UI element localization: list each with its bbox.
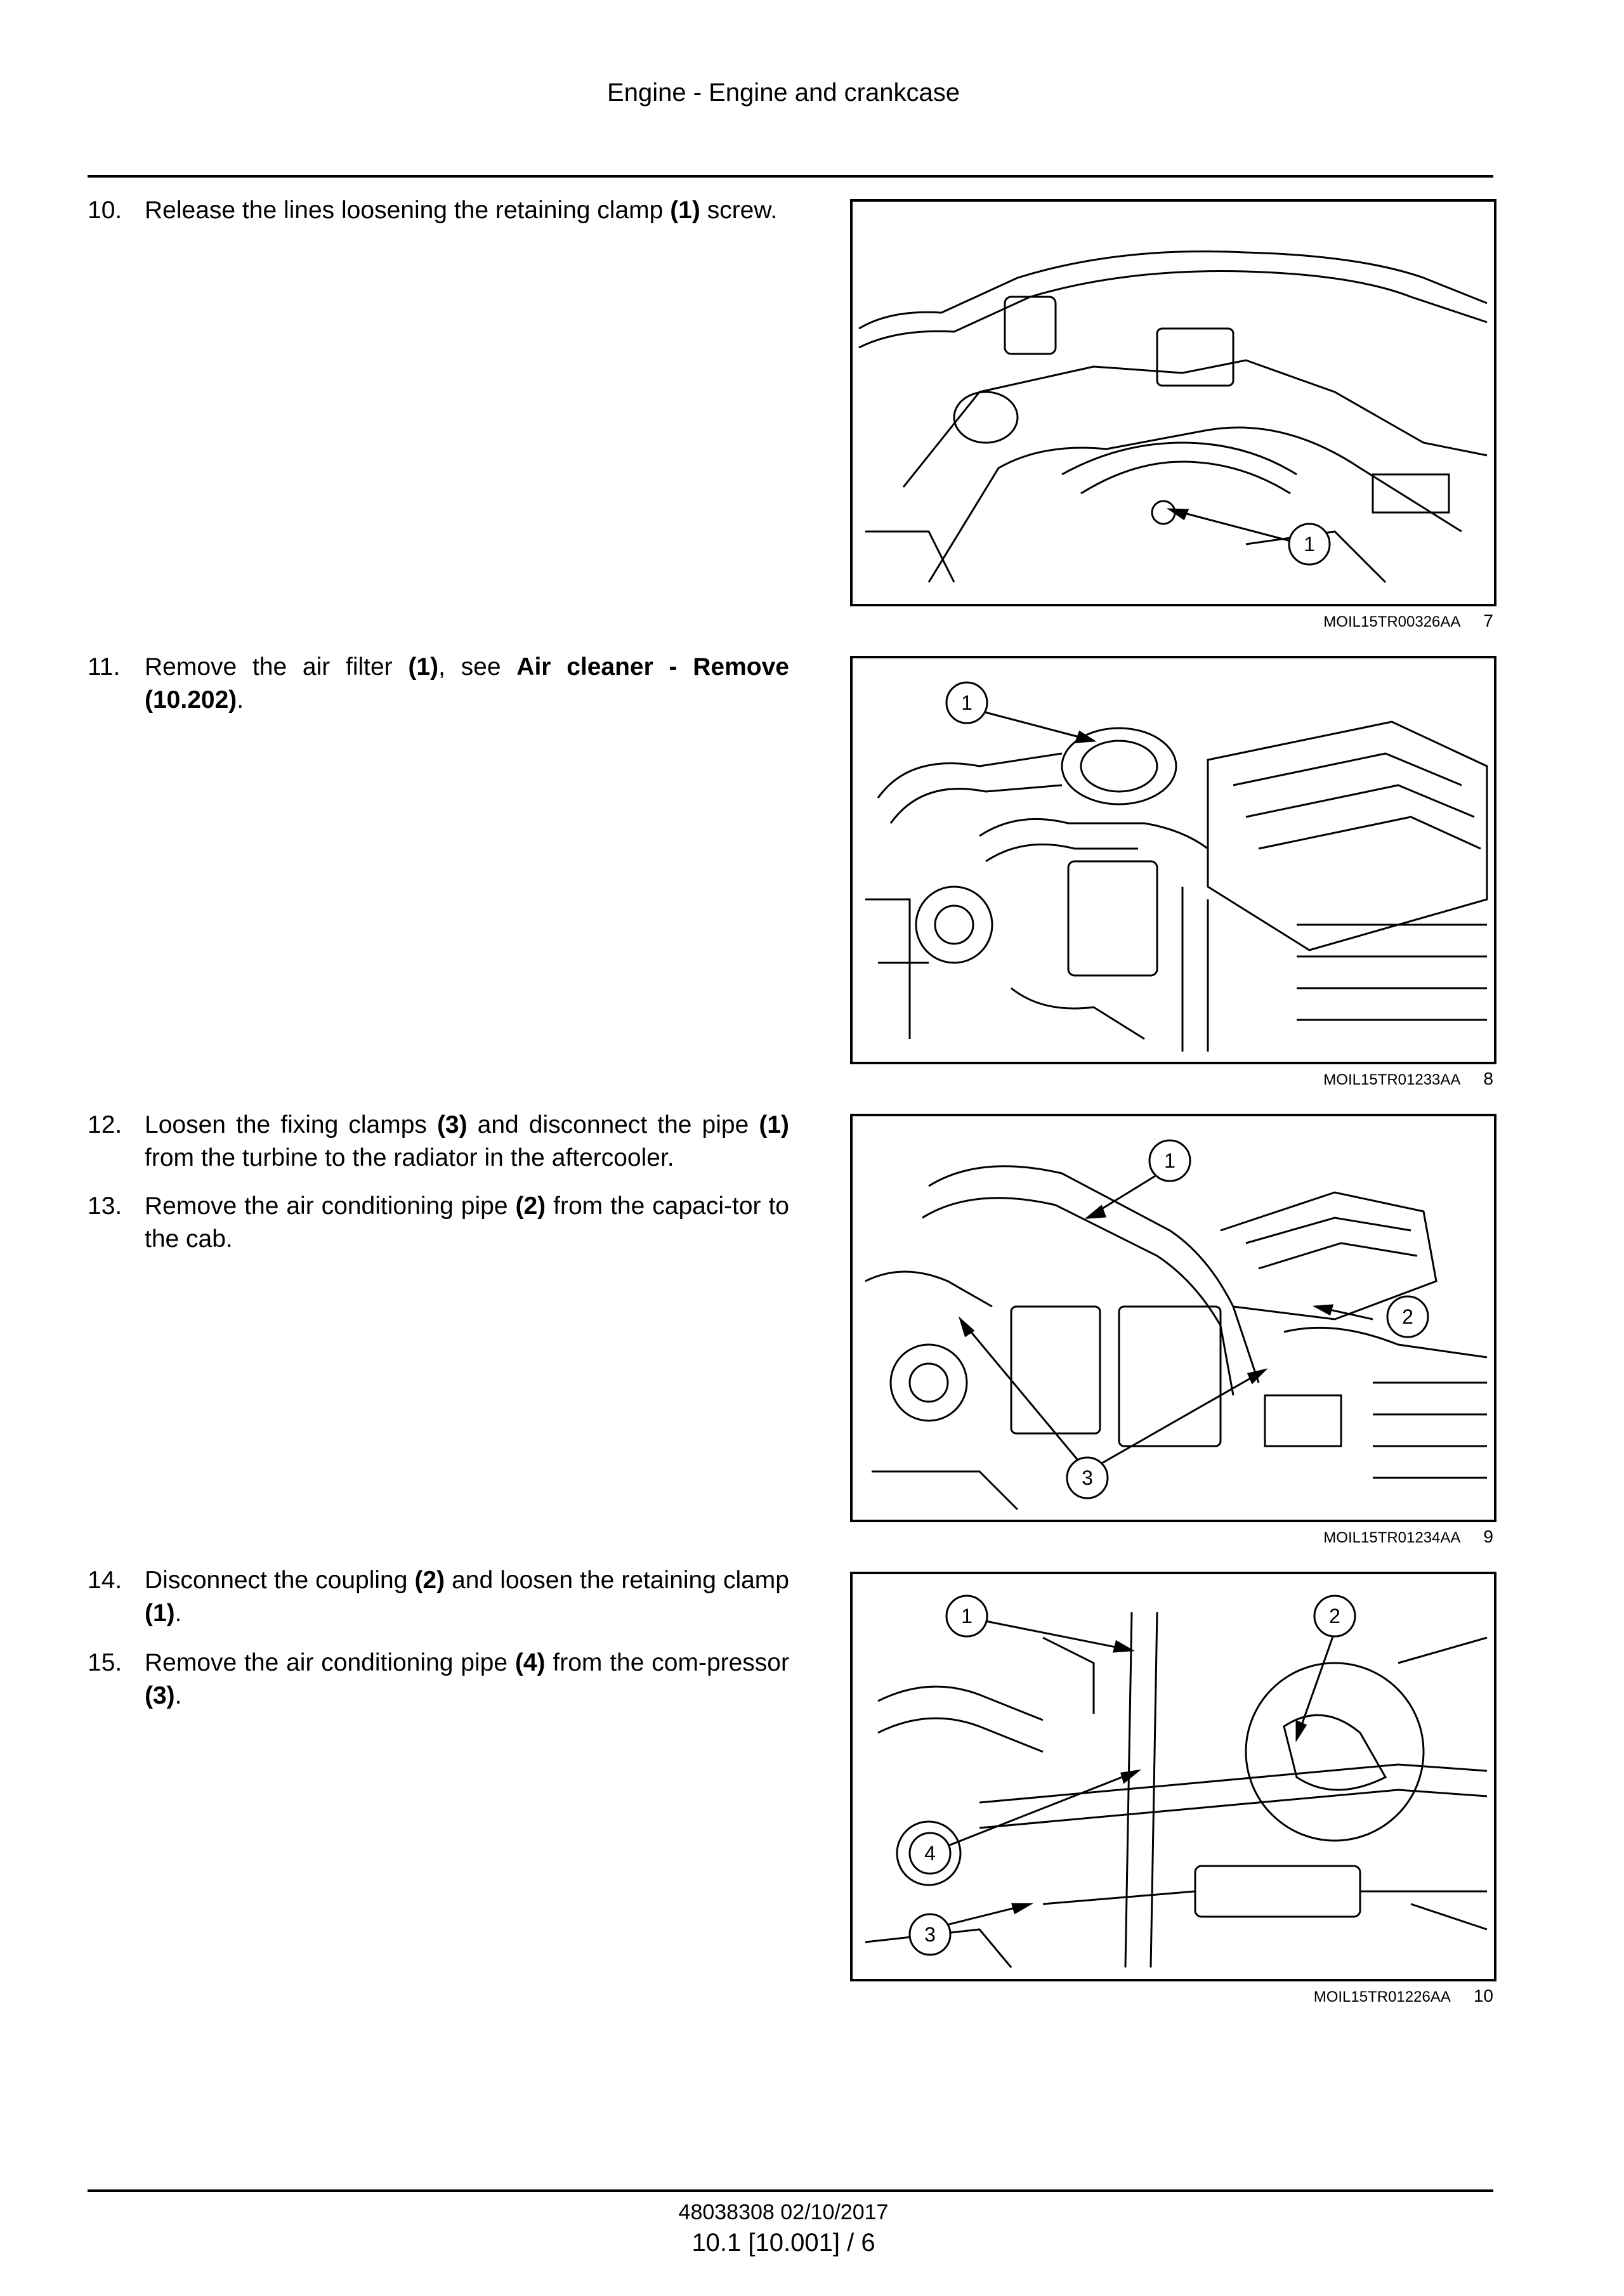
figure-8-drawing (853, 658, 1494, 1062)
step-number: 15. (88, 1649, 122, 1676)
figure-10-drawing (853, 1574, 1494, 1979)
callout-label: 1 (1164, 1149, 1175, 1172)
figure-code: MOIL15TR01233AA (1323, 1071, 1461, 1088)
callout-label: 1 (961, 691, 972, 714)
footer-divider (88, 2189, 1493, 2192)
step-number: 12. (88, 1111, 122, 1138)
step-12 (88, 1109, 789, 1175)
step-11 (88, 651, 789, 717)
step-13 (88, 1190, 789, 1256)
figure-9-drawing (853, 1116, 1494, 1520)
figure-8-reference (850, 1069, 1493, 1090)
step-14 (88, 1564, 789, 1630)
header-divider (88, 175, 1493, 178)
figure-7-engine-illustration (850, 199, 1496, 606)
figure-10-reference (850, 1986, 1493, 2007)
step-text: Loosen the fixing clamps (3) and disconnect the pipe (1) from the turbine to the radiator in the aftercooler. (145, 1111, 789, 1171)
figure-9-reference (850, 1527, 1493, 1548)
step-text: Remove the air conditioning pipe (2) from the capaci-tor to the cab. (145, 1192, 789, 1253)
step-text: Remove the air conditioning pipe (4) from the com-pressor (3). (145, 1649, 789, 1709)
callout-label: 2 (1329, 1605, 1340, 1627)
figure-9-engine-illustration (850, 1114, 1496, 1522)
figure-number: 9 (1483, 1527, 1493, 1546)
step-text: Remove the air filter (1), see Air cleaner - Remove (10.202). (145, 653, 789, 714)
callout-label: 2 (1402, 1305, 1413, 1328)
callout-label: 1 (1304, 533, 1315, 556)
figure-code: MOIL15TR00326AA (1323, 613, 1461, 630)
figure-7-drawing (853, 202, 1494, 604)
figure-number: 10 (1473, 1986, 1493, 2006)
callout-label: 4 (924, 1842, 936, 1865)
callout-label: 3 (1082, 1466, 1093, 1489)
figure-number: 8 (1483, 1069, 1493, 1088)
step-number: 14. (88, 1567, 122, 1594)
footer-document-id: 48038308 02/10/2017 (678, 2200, 889, 2224)
figure-number: 7 (1483, 611, 1493, 630)
footer-page-number: 10.1 [10.001] / 6 (691, 2229, 875, 2257)
figure-code: MOIL15TR01226AA (1313, 1988, 1451, 2006)
figure-8-engine-illustration (850, 656, 1496, 1064)
step-text: Disconnect the coupling (2) and loosen the retaining clamp (1). (145, 1567, 789, 1627)
step-text: Release the lines loosening the retaining clamp (1) screw. (145, 197, 778, 224)
callout-label: 3 (924, 1923, 936, 1946)
figure-10-engine-illustration (850, 1572, 1496, 1981)
callout-label: 1 (961, 1605, 972, 1627)
page-header-title: Engine - Engine and crankcase (607, 79, 960, 107)
step-number: 11. (88, 653, 121, 681)
figure-code: MOIL15TR01234AA (1323, 1529, 1461, 1546)
step-number: 13. (88, 1192, 122, 1220)
step-number: 10. (88, 197, 122, 224)
figure-7-reference (850, 611, 1493, 632)
step-10 (88, 194, 789, 227)
step-15 (88, 1647, 789, 1712)
